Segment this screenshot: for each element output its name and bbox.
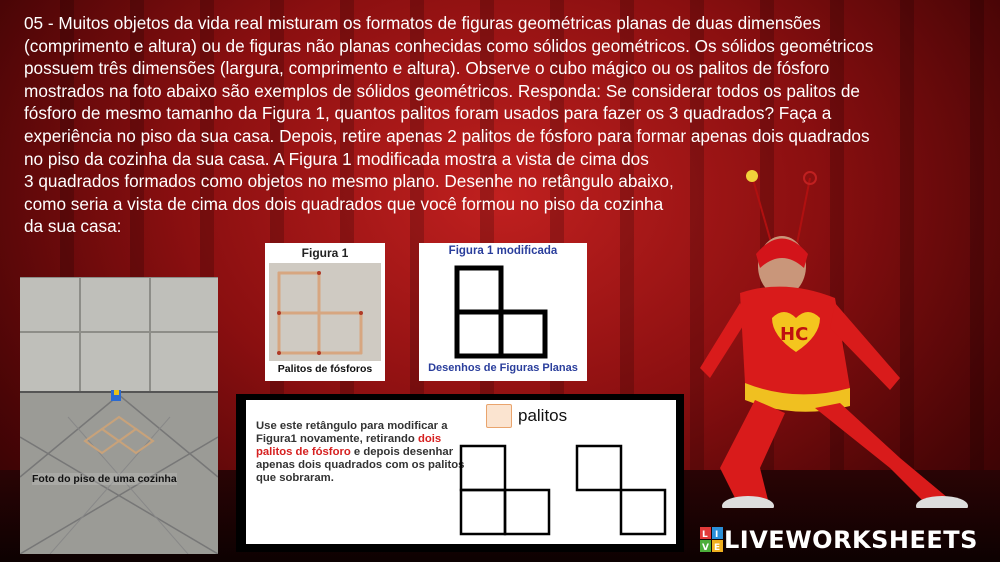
logo-letter-l: L: [702, 530, 708, 540]
figure-1-title: Figura 1: [301, 246, 349, 260]
instructions-part1: Use este retângulo para modificar a Figura1 novamente, retirando: [256, 420, 448, 445]
liveworksheets-icon: [700, 527, 724, 553]
figure-1-modified-title: Figura 1 modificada: [448, 245, 558, 257]
answer-area[interactable]: [246, 400, 676, 544]
figure-1-modified: [419, 243, 587, 381]
svg-text:HC: HC: [780, 324, 809, 345]
floor-photo: [20, 277, 218, 554]
logo-letter-v: V: [702, 543, 709, 553]
instructions-part2: e depois desenhar apenas dois quadrados com os palitos que sobraram.: [256, 446, 465, 484]
floor-photo-caption: Foto do piso de uma cozinha: [32, 473, 177, 485]
answer-panel: [236, 394, 684, 552]
answer-instructions: [256, 420, 466, 485]
logo-letter-i: I: [715, 530, 719, 540]
drop-box-label: palitos: [518, 406, 568, 425]
three-squares-drawing: [419, 260, 587, 360]
figure-1-caption: Palitos de fósforos: [277, 363, 373, 375]
floor-tiles-drawing: [20, 277, 218, 554]
answer-drop-box[interactable]: [486, 404, 512, 428]
logo-letter-e: E: [714, 543, 721, 553]
chapolin-character-illustration: [700, 168, 1000, 508]
instructions-highlight: dois palitos de fósforo: [256, 433, 442, 458]
question-text: 05 - Muitos objetos da vida real misturam os formatos de figuras geométricas planas de duas dimensões (comprimento e altura) ou de figuras não planas conhecidas como sólidos geométricos. Os sólidos geométricos possuem três dimensões (largura, comprimento e altura). Observe o cubo mágico ou os palitos de fósforo mostrados na foto abaixo são exemplos de sólidos geométricos. Responda: Se considerar todos os palitos de fósforo de mesmo tamanho da Figura 1, quantos palitos foram usados para fazer os 3 quadrados? Faça a experiência no piso da sua casa. Depois, retire apenas 2 palitos de fósforo para formar apenas dois quadrados no piso da cozinha da sua casa. A Figura 1 modificada mostra a vista de cima dos 3 quadrados formados como objetos no mesmo plano. Desenhe no retângulo abaixo, como seria a vista de cima dos dois quadrados que você formou no piso da cozinha da sua casa:: [24, 13, 874, 237]
figure-1-modified-caption: Desenhos de Figuras Planas: [428, 362, 578, 374]
matchsticks-photo: [269, 263, 381, 361]
liveworksheets-logo-text: LIVEWORKSHEETS: [724, 526, 978, 554]
matchsticks-drawing: [269, 263, 381, 361]
figure-1: [265, 243, 385, 381]
liveworksheets-logo: [700, 526, 978, 554]
